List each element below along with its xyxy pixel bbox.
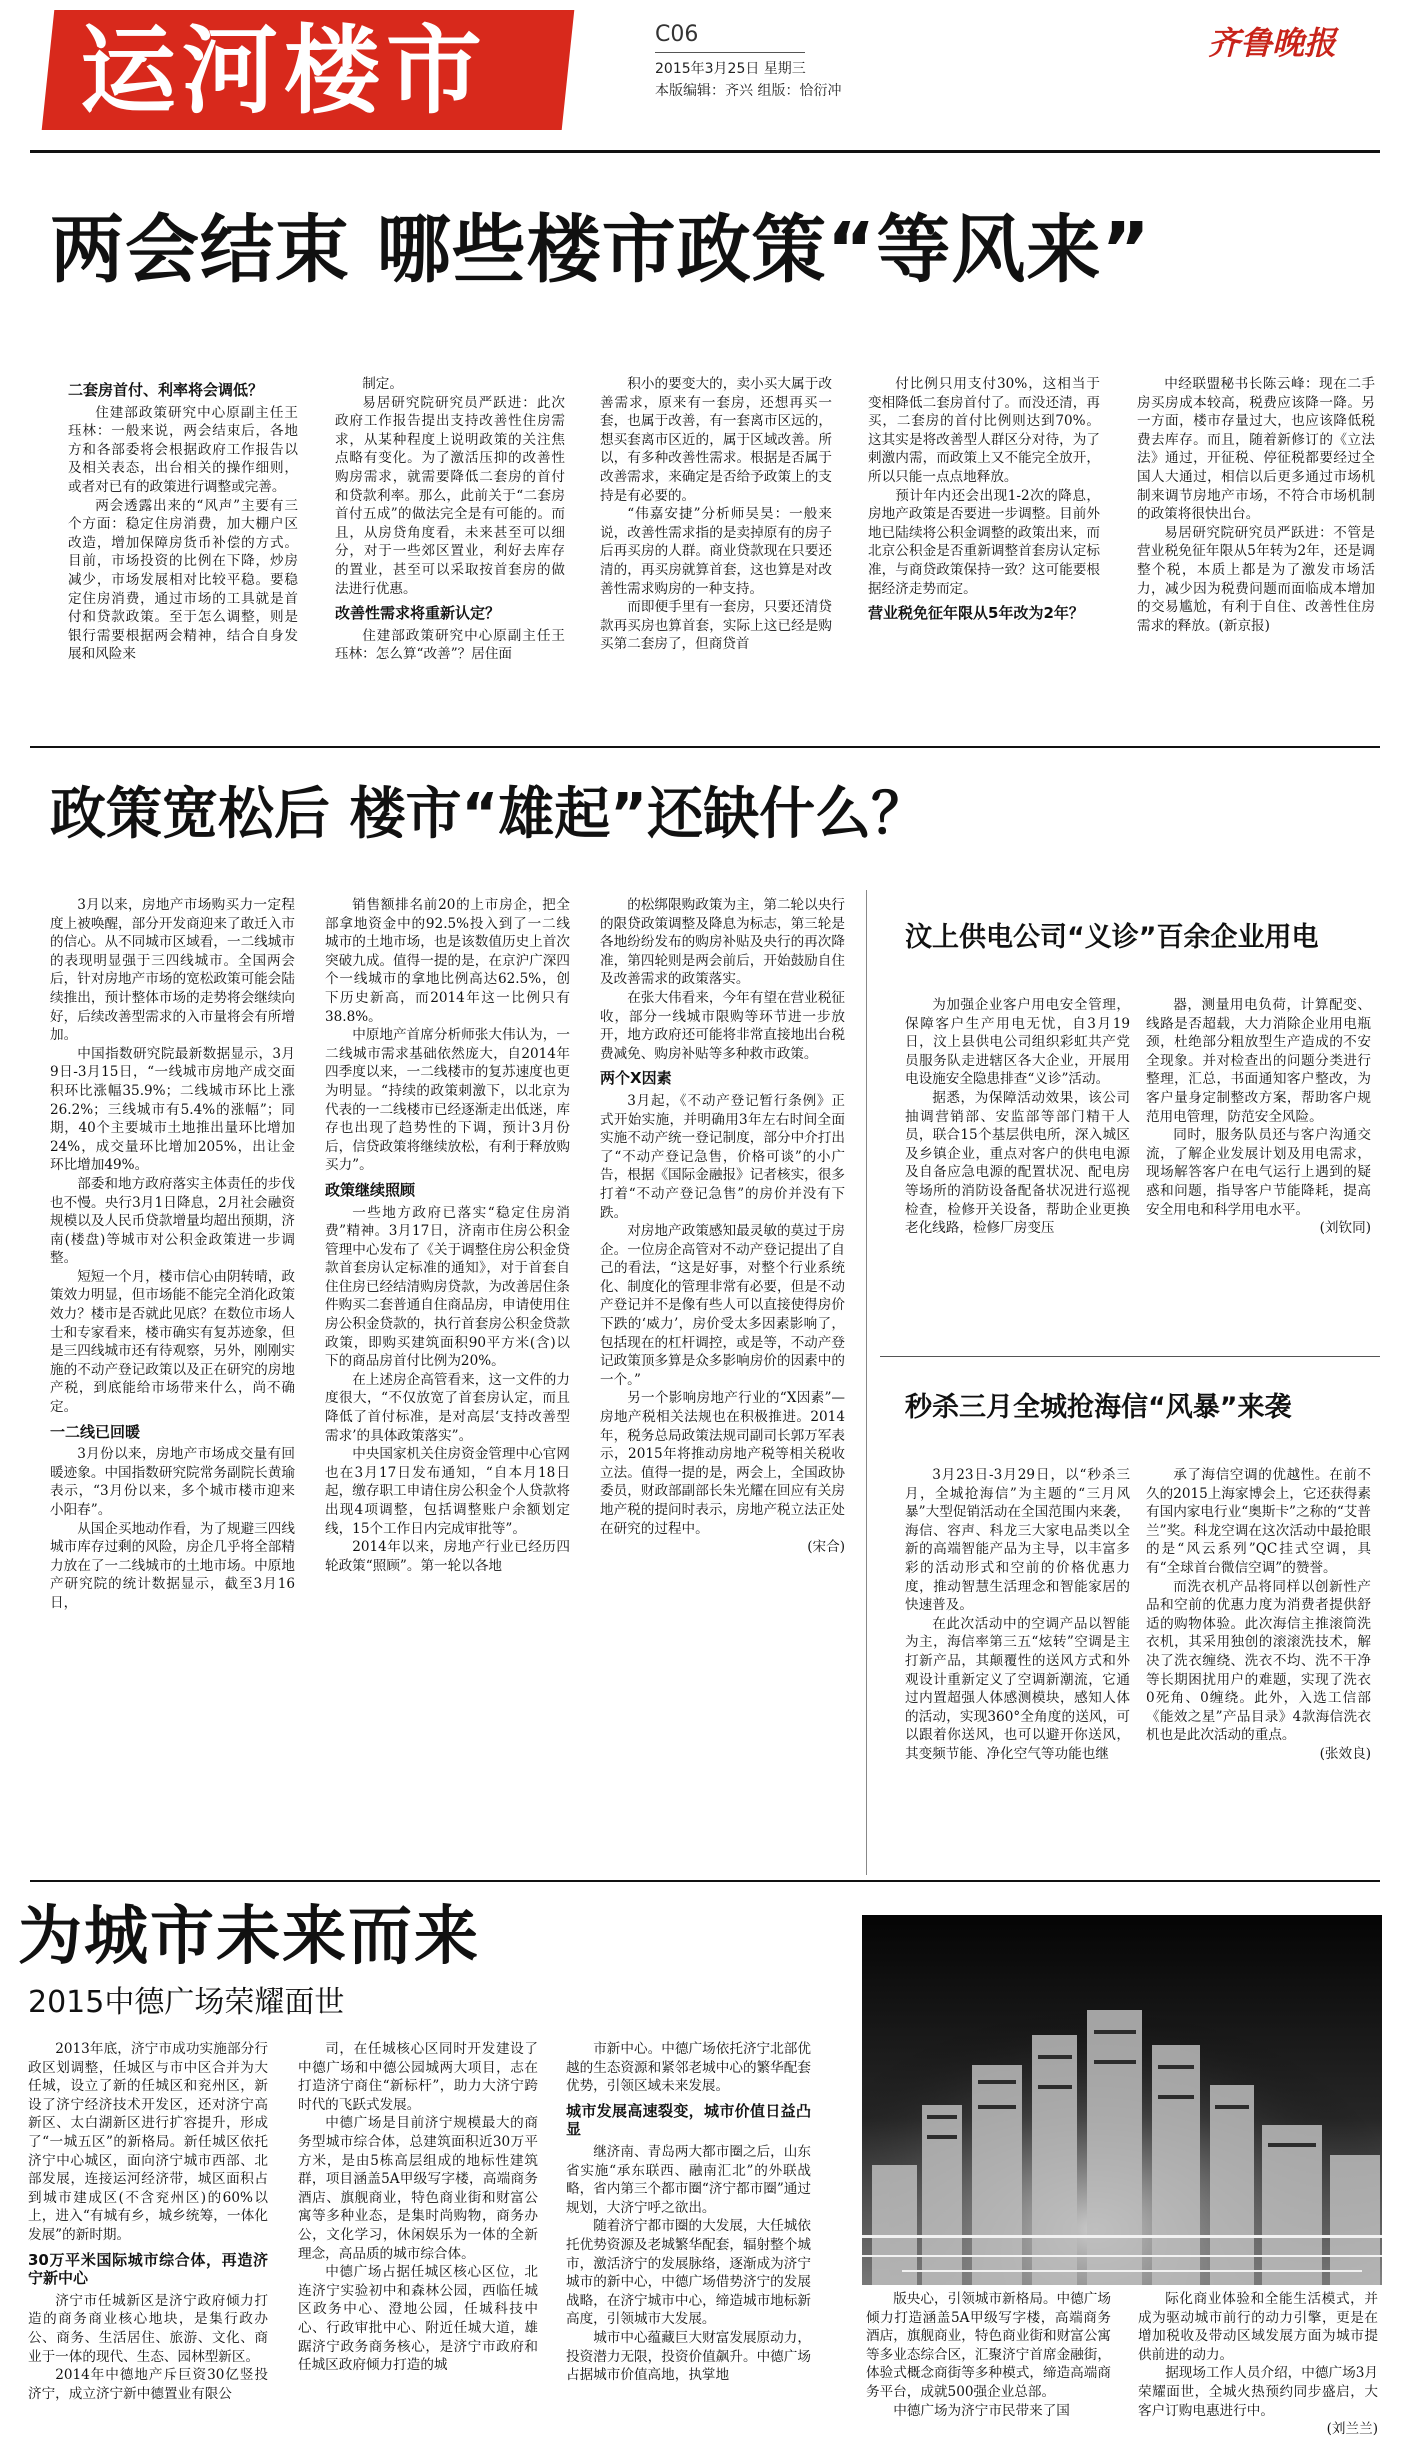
paragraph: 2014年以来，房地产行业已经历四轮政策“照顾”。第一轮以各地 (325, 1539, 570, 1574)
paragraph: 3月以来，房地产市场购买力一定程度上被唤醒，部分开发商迎来了敢迁入市的信心。从不同城市区域看，一二线城市的表现明显强于三四线城市。全国两会后，针对房地产市场的宽松政策可能会陆续推出，预计整体市场的走势将会继续向好，后续改善型需求的入市量将会有所增加。 (50, 897, 295, 1044)
paragraph: 中德广场为济宁市民带来了国 (893, 2402, 1070, 2419)
paragraph: 在张大伟看来，今年有望在营业税征收，部分一线城市限购等环节进一步放开，地方政府还可能将非常直接地出台税费减免、购房补贴等多种救市政策。 (600, 989, 845, 1062)
paragraph: 从国企买地动作看，为了规避三四线城市库存过剩的风险，房企几乎将全部精力放在了一二线城市的土地市场。中原地产研究院的统计数据显示，截至3月16日， (50, 1520, 295, 1611)
byline: (刘兰兰) (1326, 2421, 1378, 2438)
article4-headline: 秒杀三月全城抢海信“风暴”来袭 (905, 1392, 1292, 1423)
paragraph: 住建部政策研究中心原副主任王珏林：一般来说，两会结束后，各地方和各部委将会根据政府工作报告以及相关表态，出台相关的操作细则，或者对已有的政策进行调整或完善。 (68, 404, 298, 495)
article3-headline: 汶上供电公司“义诊”百余企业用电 (905, 922, 1319, 953)
paragraph: 中国指数研究院最新数据显示，3月9日-3月15日，“一线城市房地产成交面积环比涨幅35.9%；二线城市环比上涨26.2%；三线城市有5.4%的涨幅”；同期，40个主要城市土地推出量环比增加24%，成交量环比增加205%，出让金环比增加49%。 (50, 1045, 295, 1174)
byline: (刘钦同) (1319, 1220, 1371, 1237)
paragraph: 器，测量用电负荷，计算配变、线路是否超载，大力消除企业用电瓶颈，杜绝部分粗放型生产造成的不安全现象。并对检查出的问题分类进行整理，汇总，书面通知客户整改，为客户量身定制整改方案，帮助客户规范用电管理，防范安全风险。 (1146, 997, 1371, 1125)
paragraph: 两会透露出来的“风声”主要有三个方面：稳定住房消费，加大棚户区改造，增加保障房货币补偿的方式。目前，市场投资的比例在下降，炒房减少，市场发展相对比较平稳。要稳定住房消费，通过市场的工具就是首付和贷款政策。至于怎么调整，则是银行需要根据两会精神，结合自身发展和风险来 (68, 497, 298, 663)
article5-col3 (566, 2040, 811, 2384)
article3-bottom-rule (880, 1356, 1380, 1357)
article3-col2 (1146, 996, 1371, 1336)
paragraph: 中经联盟秘书长陈云峰：现在二手房买房成本较高，税费应该降一降。另一方面，楼市存量过大，也应该降低税费去库存。而且，随着新修订的《立法法》通过，开征税、停征税都要经过全国人大通过，相信以后更多通过市场机制来调节房地产市场，不符合市场机制的政策将很快出台。 (1137, 376, 1375, 523)
paragraph: 城市中心蕴藏巨大财富发展原动力，投资潜力无限，投资价值飙升。中德广场占据城市价值高地，执掌地 (566, 2329, 811, 2384)
paragraph: 2013年底，济宁市成功实施部分行政区划调整，任城区与市中区合并为大任城，设立了新的任城区和兖州区，新设了济宁经济技术开发区，还对济宁高新区、太白湖新区进行扩容提升，形成了“一城五区”的新格局。新任城区依托济宁中心城区，面向济宁城市西部、北部发展，连接运河经济带，城区面积占到城市建成区(不含兖州区)的60%以上，进入“有城有乡，城乡统筹，一体化发展”的新时期。 (28, 2041, 268, 2243)
article4-col1 (905, 1466, 1130, 1866)
paragraph: 对房地产政策感知最灵敏的莫过于房企。一位房企高管对不动产登记提出了自己的看法，“这是好事，对整个行业系统化、制度化的管理非常有必要，但是不动产登记并不是像有些人可以直接使得房价下跌的‘威力’，房价受太多因素影响了，包括现在的杠杆调控，或是等，不动产登记政策顶多算是众多影响房价的因素中的一个。” (600, 1223, 845, 1388)
newspaper-logo: 齐鲁晚报 (1208, 24, 1337, 62)
paragraph: 2014年中德地产斥巨资30亿竖投济宁，成立济宁新中德置业有限公 (28, 2367, 268, 2402)
article2-col2 (325, 896, 570, 1871)
byline: (张效良) (1319, 1745, 1371, 1762)
paragraph: 司，在任城核心区同时开发建设了中德广场和中德公园城两大项目，志在打造济宁商住“新标杆”，助力大济宁跨时代的飞跃式发展。 (298, 2041, 538, 2113)
article1-col1 (68, 375, 298, 715)
paragraph: 同时，服务队员还与客户沟通交流，了解企业发展计划及用电需求，现场解答客户在电气运行上遇到的疑惑和问题，指导客户节能降耗，提高安全用电和科学用电水平。 (1146, 1127, 1371, 1218)
paragraph: 版央心，引领城市新格局。中德广场倾力打造涵盖5A甲级写字楼，高端商务酒店，旗舰商业，特色商业街和财富公寓等多业态综合区，汇聚济宁首席金融街，体验式概念商街等多种模式，缔造高端商务平台，成就500强企业总部。 (866, 2291, 1111, 2400)
paragraph: 据现场工作人员介绍，中德广场3月荣耀面世，全城火热预约同步盛启，大客户订购电惠进行中。 (1138, 2365, 1378, 2419)
article5-subheadline: 2015中德广场荣耀面世 (28, 1985, 345, 2020)
article1-bottom-rule (30, 746, 1380, 748)
subheading: 改善性需求将重新认定？ (335, 604, 501, 623)
subheading: 一二线已回暖 (50, 1422, 141, 1441)
article5-headline: 为城市未来而来 (18, 1899, 480, 1974)
paragraph: 在此次活动中的空调产品以智能为主，海信率第三五“炫转”空调是主打新产品，其颠覆性的送风方式和外观设计重新定义了空调新潮流，它通过内置超强人体感测模块，感知人体的活动，实现360°全角度的送风，可以跟着你送风，也可以避开你送风，其变频节能、净化空气等功能也继 (905, 1615, 1130, 1762)
date-line: 2015年3月25日 星期三 (655, 61, 806, 77)
article1-col4 (868, 375, 1100, 715)
paragraph: 易居研究院研究员严跃进：此次政府工作报告提出支持改善性住房需求，从某种程度上说明政策的关注焦点略有变化。为了激活压抑的改善性购房需求，就需要降低二套房的首付和贷款利率。那么，此前关于“二套房首付五成”的做法完全是有可能的。而且，从房贷角度看，未来甚至可以细分，对于一些郊区置业，利好去库存的置业，甚至可以采取按首套房的做法进行优惠。 (335, 394, 565, 597)
paragraph: 中原地产首席分析师张大伟认为，一二线城市需求基础依然庞大，自2014年四季度以来，一二线楼市的复苏速度也更为明显。“持续的政策刺激下，以北京为代表的一二线楼市已经逐渐走出低迷，库存也出现了趋势性的下调，预计3月份后，信贷政策将继续放松，有利于释放购买力”。 (325, 1027, 570, 1174)
paragraph: 际化商业体验和全能生活模式，并成为驱动城市前行的动力引擎，更是在增加税收及带动区域发展方面为城市提供前进的动力。 (1138, 2291, 1378, 2363)
paragraph: 市新中心。中德广场依托济宁北部优越的生态资源和紧邻老城中心的繁华配套优势，引领区域未来发展。 (566, 2041, 811, 2095)
article5-col2 (298, 2040, 538, 2380)
paragraph: 3月23日-3月29日，以“秒杀三月，全城抢海信”为主题的“三月风暴”大型促销活动在全国范围内来袭，海信、容声、科龙三大家电品类以全新的高端智能产品为主导，以丰富多彩的活动形式和空前的价格优惠力度，推动智慧生活理念和智能家居的快速普及。 (905, 1467, 1130, 1614)
paragraph: 济宁市任城新区是济宁政府倾力打造的商务商业核心地块，是集行政办公、商务、生活居住、旅游、文化、商业于一体的现代、生态、园林型新区。 (28, 2292, 268, 2365)
subheading: 城市发展高速裂变，城市价值日益凸显 (566, 2101, 811, 2139)
subheading: 营业税免征年限从5年改为2年？ (868, 604, 1084, 623)
masthead (0, 0, 1409, 140)
paragraph: 易居研究院研究员严跃进：不管是营业税免征年限从5年转为2年，还是调整个税，本质上都是为了激发市场活力，减少因为税费问题而面临成本增加的交易尴尬，有利于自住、改善性住房需求的释放。(新京报) (1137, 524, 1375, 634)
masthead-bottom-rule (30, 150, 1380, 153)
paragraph: 中德广场是目前济宁规模最大的商务型城市综合体，总建筑面积近30万平方米，是由5栋高层组成的地标性建筑群，项目涵盖5A甲级写字楼，高端商务酒店、旗舰商业，特色商业街和财富公寓等多种业态，是集时尚购物，商务办公，文化学习，休闲娱乐为一体的全新理念，高品质的城市综合体。 (298, 2115, 538, 2262)
paragraph: 一些地方政府已落实“稳定住房消费”精神。3月17日，济南市住房公积金管理中心发布了《关于调整住房公积金贷款首套房认定标准的通知》，对于首套自住住房已经结清购房贷款，为改善居住条件购买二套普通自住商品房，申请使用住房公积金贷款的，执行首套房公积金贷款政策，即购买建筑面积90平方米(含)以下的商品房首付比例为20%。 (325, 1204, 570, 1370)
city-skyline-image (862, 1915, 1382, 2285)
article5-col4 (866, 2290, 1111, 2419)
article4-col2 (1146, 1466, 1371, 1866)
masthead-rule (655, 52, 805, 53)
paragraph: 继济南、青岛两大都市圈之后，山东省实施“承东联西、融南汇北”的外联战略，省内第三个都市圈“济宁都市圈”通过规划，大济宁呼之欲出。 (566, 2143, 811, 2216)
paragraph: 随着济宁都市圈的大发展，大任城依托优势资源及老城繁华配套，辐射整个城市，激活济宁的发展脉络，逐渐成为济宁城市的新中心，中德广场借势济宁的发展战略，在济宁城市中心，缔造城市地标新高度，引领城市大发展。 (566, 2218, 811, 2328)
paragraph: 3月份以来，房地产市场成交量有回暖迹象。中国指数研究院常务副院长黄瑜表示，“3月份以来，多个城市楼市迎来小阳春”。 (50, 1446, 295, 1518)
subheading: 二套房首付、利率将会调低？ (68, 381, 264, 399)
paragraph: 销售额排名前20的上市房企，把全部拿地资金中的92.5%投入到了一二线城市的土地市场，也是该数值历史上首次突破九成。值得一提的是，在京沪广深四个一线城市的拿地比例高达62.5%，创下历史新高，而2014年这一比例只有38.8%。 (325, 897, 570, 1025)
article2-headline: 政策宽松后 楼市“雄起”还缺什么？ (50, 782, 928, 847)
paragraph: 在上述房企高管看来，这一文件的力度很大，“不仅放宽了首套房认定，而且降低了首付标准，是对高层‘支持改善型需求’的具体政策落实”。 (325, 1371, 570, 1444)
paragraph: 短短一个月，楼市信心由阴转晴，政策效力明显，但市场能不能完全消化政策效力？楼市是否就此见底？在数位市场人士和专家看来，楼市确实有复苏迹象，但是三四线城市还有待观察，另外，刚刚实施的不动产登记政策以及正在研究的房地产税，到底能给市场带来什么，尚不确定。 (50, 1268, 295, 1416)
article2-right-divider (866, 890, 867, 1875)
article1-col2 (335, 375, 565, 715)
paragraph: 另一个影响房地产行业的“X因素”—房地产税相关法规也在积极推进。2014年，税务总局政策法规司副司长郭万军表示，2015年将推动房地产税等相关税收立法。值得一提的是，两会上，全国政协委员，财政部副部长朱光耀在回应有关房地产税的提问时表示，房地产税立法正处在研究的过程中。 (600, 1390, 845, 1537)
subheading: 政策继续照顾 (325, 1180, 416, 1199)
article2-col1 (50, 896, 295, 1871)
article3-col1 (905, 996, 1130, 1336)
paragraph: 中央国家机关住房资金管理中心官网也在3月17日发布通知，“自本月18日起，缴存职工申请住房公积金个人贷款将出现4项调整，包括调整账户余额划定线，15个工作日内完成审批等”。 (325, 1446, 570, 1537)
paragraph: 预计年内还会出现1-2次的降息，房地产政策是否要进一步调整。目前外地已陆续将公积金调整的政策出来，而北京公积金是否重新调整首套房认定标准，与商贷政策保持一致？这可能要根据经济走势而定。 (868, 487, 1100, 597)
paragraph: 住建部政策研究中心原副主任王珏林：怎么算“改善”？居住面 (335, 627, 565, 663)
paragraph: 制定。 (362, 376, 403, 392)
paragraph: 3月起，《不动产登记暂行条例》正式开始实施，并明确用3年左右时间全面实施不动产统一登记制度，部分中介打出了“不动产登记急售，价格可谈”的小广告，根据《国际金融报》记者核实，很多打着“不动产登记急售”的房价并没有下跌。 (600, 1092, 845, 1221)
article1-col3 (600, 375, 832, 715)
paragraph: 的松绑限购政策为主，第二轮以央行的限贷政策调整及降息为标志，第三轮是各地纷纷发布的购房补贴及央行的再次降准，第四轮则是两会前后，开始鼓励自住及改善需求的政策落实。 (600, 897, 845, 988)
article2-col3 (600, 896, 845, 1871)
editor-line: 本版编辑：齐兴 组版：恰衍冲 (655, 83, 842, 99)
paragraph: “伟嘉安捷”分析师吴昊：一般来说，改善性需求指的是卖掉原有的房子后再买房的人群。商业贷款现在只要还清的，再买房就算首套，这也算是对改善性需求购房的一种支持。 (600, 506, 832, 597)
article1-col5 (1137, 375, 1375, 715)
article2-bottom-rule (30, 1880, 1380, 1882)
paragraph: 承了海信空调的优越性。在前不久的2015上海家博会上，它还获得素有国内家电行业“奥斯卡”之称的“艾普兰”奖。科龙空调在这次活动中最抢眼的是“风云系列”QC挂式空调，具有“全球首台微信空调”的赞誉。 (1146, 1467, 1371, 1576)
subheading: 两个X因素 (600, 1069, 672, 1088)
paragraph: 付比例只用支付30%，这相当于变相降低二套房首付了。而没还清，再买，二套房的首付比例则达到70%。这其实是将改善型人群区分对待，为了刺激内需，而政策上又不能完全放开，所以只能一点点地释放。 (868, 376, 1100, 485)
byline: (宋合) (807, 1539, 845, 1556)
subheading: 30万平米国际城市综合体，再造济宁新中心 (28, 2250, 268, 2288)
paragraph: 而即便手里有一套房，只要还清贷款再买房也算首套，实际上这已经是购买第二套房了，但商贷首 (600, 599, 832, 653)
paragraph: 部委和地方政府落实主体责任的步伐也不慢。央行3月1日降息，2月社会融资规模以及人民币贷款增量均超出预期，济南(楼盘)等城市对公积金政策进一步调整。 (50, 1175, 295, 1267)
article5-col5 (1138, 2290, 1378, 2438)
section-title: 运河楼市 (80, 15, 488, 127)
paragraph: 为加强企业客户用电安全管理，保障客户生产用电无忧，自3月19日，汶上县供电公司组织彩虹共产党员服务队走进辖区各大企业，开展用电设施安全隐患排查“义诊”活动。 (905, 997, 1130, 1088)
paragraph: 据悉，为保障活动效果，该公司抽调营销部、安监部等部门精干人员，联合15个基层供电所，深入城区及乡镇企业，重点对客户的供电电源及自备应急电源的配置状况、配电房等场所的消防设备配备状况进行巡视检查，检修开关设备，帮助企业更换老化线路，检修厂房变压 (905, 1089, 1130, 1237)
page-code: C06 (655, 22, 699, 47)
city-night-photo (862, 1915, 1382, 2285)
paragraph: 而洗衣机产品将同样以创新性产品和空前的优惠力度为消费者提供舒适的购物体验。此次海信主推滚筒洗衣机，其采用独创的滚滚洗技术，解决了洗衣缠绕、洗衣不均、洗不干净等长期困扰用户的难题，实现了洗衣0死角、0缠绕。此外，入选工信部《能效之星”产品目录》4款海信洗衣机也是此次活动的重点。 (1146, 1578, 1371, 1744)
paragraph: 积小的要变大的，卖小买大属于改善需求，原来有一套房，还想再买一套，也属于改善，有一套离市区远的，想买套离市区近的，属于区域改善。所以，有多种改善性需求。根据是否属于改善需求，来确定是否给予政策上的支持是有必要的。 (600, 376, 832, 504)
article5-col1 (28, 2040, 268, 2402)
paragraph: 中德广场占据任城区核心区位，北连济宁实验初中和森林公园，西临任城区政务中心、澄地公园，任城科技中心、行政审批中心、附近任城大道，雄踞济宁政务商务核心，是济宁市政府和任城区政府倾力打造的城 (298, 2264, 538, 2374)
article1-headline: 两会结束 哪些楼市政策“等风来” (50, 207, 1152, 293)
